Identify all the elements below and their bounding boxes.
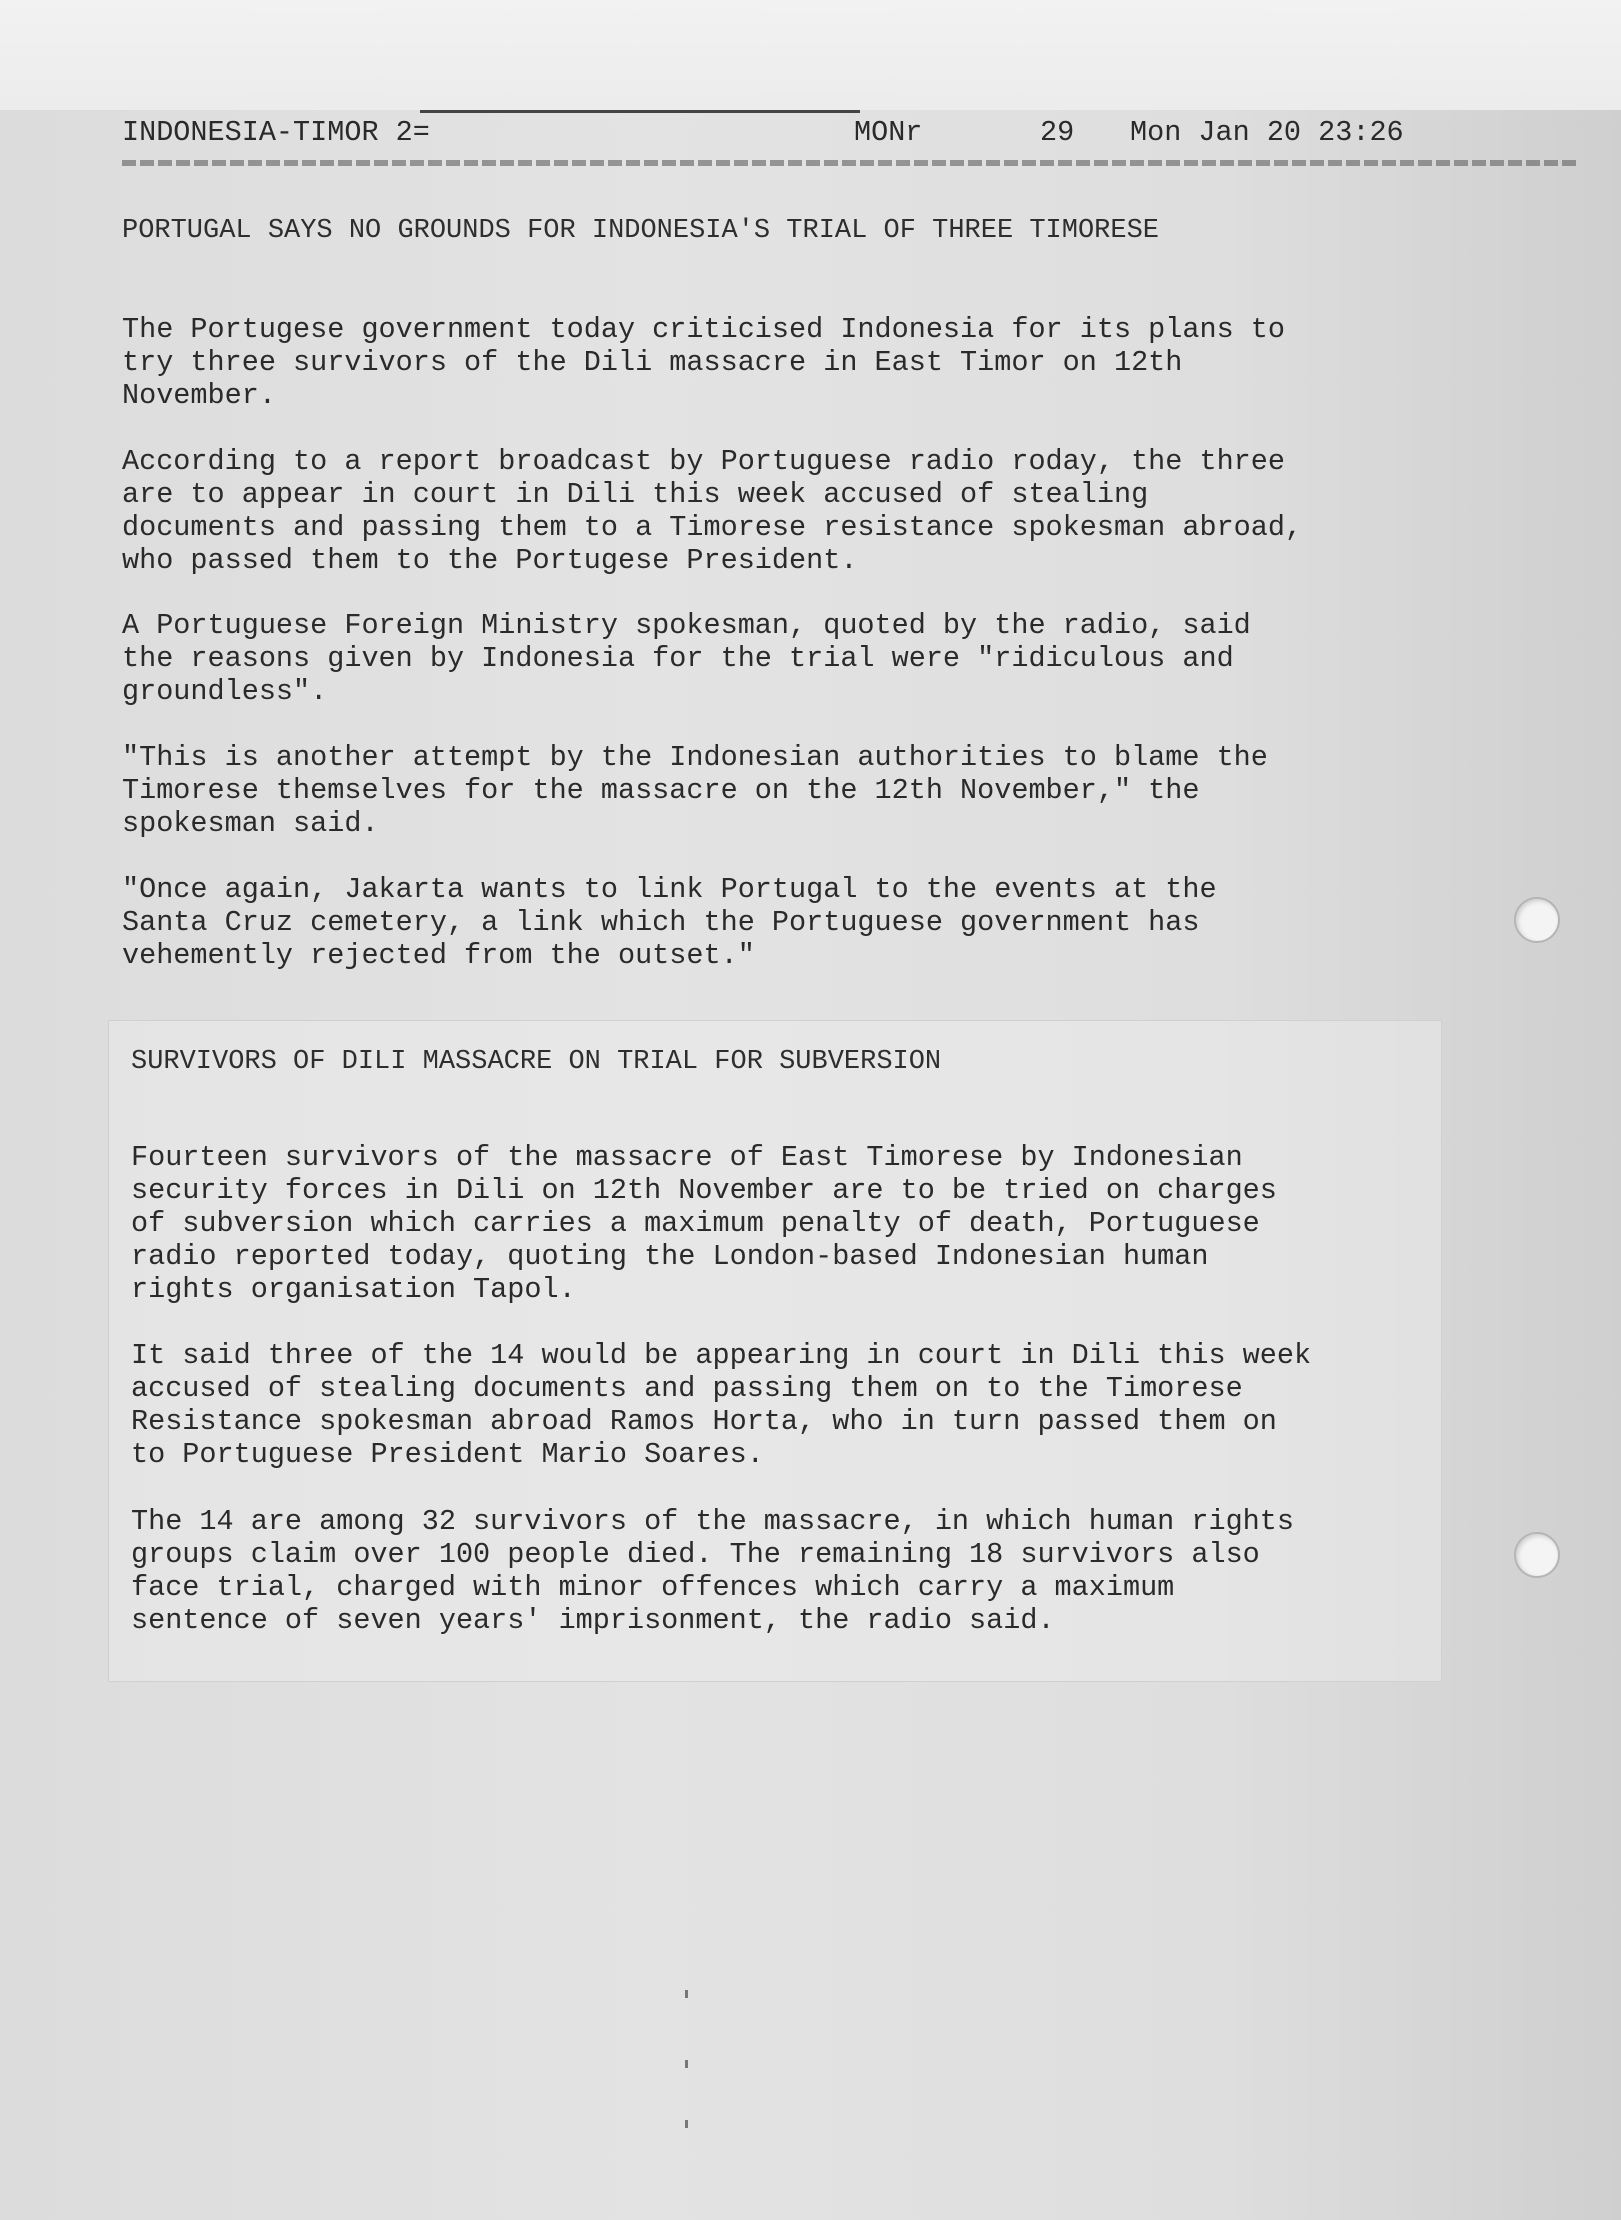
header-datetime: Mon Jan 20 23:26: [1130, 116, 1404, 149]
story1-paragraph-4: "This is another attempt by the Indonesian authorities to blame the Timorese themselves for the massacre on the 12th November," the spokesman said.: [122, 741, 1268, 840]
scan-speck: [685, 2060, 688, 2068]
scan-top-margin: [0, 0, 1621, 118]
scan-speck: [685, 1990, 688, 1998]
story1-paragraph-3: A Portuguese Foreign Ministry spokesman, quoted by the radio, said the reasons given by Indonesia for the trial were "ridiculous and groundless".: [122, 609, 1251, 708]
punch-hole-lower: [1514, 1532, 1560, 1578]
wire-header: [122, 116, 1422, 156]
story2-clipping: [108, 1020, 1442, 1682]
story2-paragraph-3: The 14 are among 32 survivors of the massacre, in which human rights groups claim over 100 people died. The remaining 18 survivors also face trial, charged with minor offences which carry a maximum sentence of seven years' imprisonment, the radio said.: [131, 1505, 1294, 1637]
story1-paragraph-2: According to a report broadcast by Portuguese radio roday, the three are to appear in court in Dili this week accused of stealing documents and passing them to a Timorese resistance spokesman abroad, who passed them to the Portugese President.: [122, 445, 1303, 577]
story1-paragraph-1: The Portugese government today criticised Indonesia for its plans to try three survivors of the Dili massacre in East Timor on 12th November.: [122, 313, 1285, 412]
top-rule: [420, 110, 860, 113]
story2-paragraph-2: It said three of the 14 would be appearing in court in Dili this week accused of stealing documents and passing them on to the Timorese Resistance spokesman abroad Ramos Horta, who in turn passed them on to Portuguese President Mario Soares.: [131, 1339, 1312, 1471]
header-slug: INDONESIA-TIMOR 2=: [122, 116, 430, 149]
header-dashed-rule: [122, 160, 1580, 166]
story1-paragraph-5: "Once again, Jakarta wants to link Portugal to the events at the Santa Cruz cemetery, a link which the Portuguese government has vehemently rejected from the outset.": [122, 873, 1217, 972]
header-service: MONr: [854, 116, 923, 149]
punch-hole-upper: [1514, 897, 1560, 943]
story1-headline: PORTUGAL SAYS NO GROUNDS FOR INDONESIA'S TRIAL OF THREE TIMORESE: [122, 216, 1159, 246]
scan-speck: [685, 2120, 688, 2128]
story2-paragraph-1: Fourteen survivors of the massacre of East Timorese by Indonesian security forces in Dili on 12th November are to be tried on charges of subversion which carries a maximum penalty of death, Portuguese radio reported today, quoting the London-based Indonesian human rights organisation Tapol.: [131, 1141, 1277, 1306]
story2-headline: SURVIVORS OF DILI MASSACRE ON TRIAL FOR SUBVERSION: [131, 1047, 942, 1077]
header-page-number: 29: [1040, 116, 1075, 149]
